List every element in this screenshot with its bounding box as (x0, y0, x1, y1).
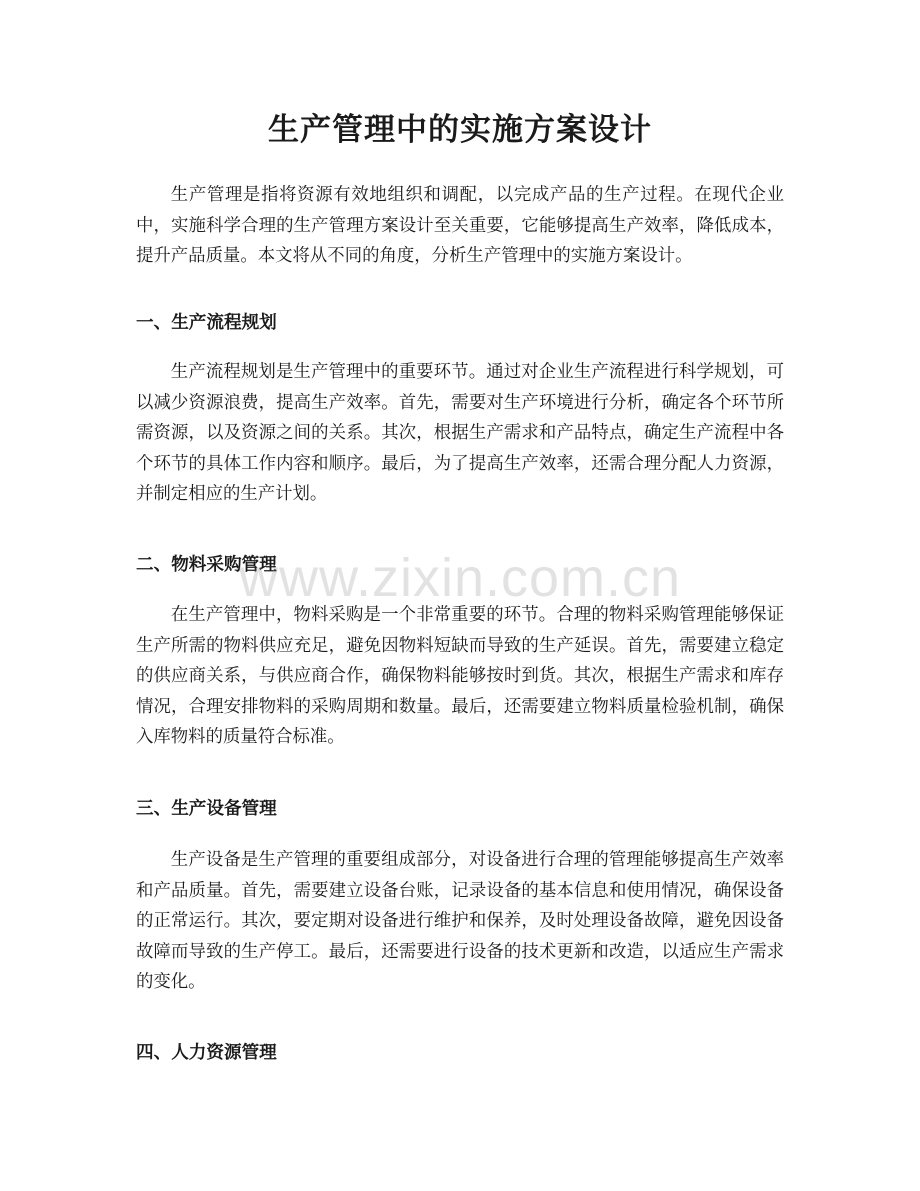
section-body-equipment-management: 生产设备是生产管理的重要组成部分，对设备进行合理的管理能够提高生产效率和产品质量。首先，需要建立设备台账，记录设备的基本信息和使用情况，确保设备的正常运行。其次，要定期对设备进行维护和保养，及时处理设备故障，避免因设备故障而导致的生产停工。最后，还需要进行设备的技术更新和改造，以适应生产需求的变化。 (136, 850, 784, 992)
watermark: www.zixin.com.cn (238, 548, 682, 608)
intro-paragraph: 生产管理是指将资源有效地组织和调配，以完成产品的生产过程。在现代企业中，实施科学合理的生产管理方案设计至关重要，它能够提高生产效率，降低成本，提升产品质量。本文将从不同的角度，分析生产管理中的实施方案设计。 (136, 185, 784, 266)
section-heading-human-resources: 四、人力资源管理 (136, 1043, 277, 1063)
section-heading-material-procurement: 二、物料采购管理 (136, 555, 277, 575)
section-body-material-procurement: 在生产管理中，物料采购是一个非常重要的环节。合理的物料采购管理能够保证生产所需的物料供应充足，避免因物料短缺而导致的生产延误。首先，需要建立稳定的供应商关系，与供应商合作，确保物料能够按时到货。其次，根据生产需求和库存情况，合理安排物料的采购周期和数量。最后，还需要建立物料质量检验机制，确保入库物料的质量符合标准。 (136, 605, 784, 747)
document-title: 生产管理中的实施方案设计 (268, 112, 652, 148)
section-heading-production-flow: 一、生产流程规划 (136, 313, 277, 333)
section-body-production-flow: 生产流程规划是生产管理中的重要环节。通过对企业生产流程进行科学规划，可以减少资源浪费，提高生产效率。首先，需要对生产环境进行分析，确定各个环节所需资源，以及资源之间的关系。其次，根据生产需求和产品特点，确定生产流程中各个环节的具体工作内容和顺序。最后，为了提高生产效率，还需合理分配人力资源，并制定相应的生产计划。 (136, 362, 784, 504)
section-heading-equipment-management: 三、生产设备管理 (136, 799, 277, 819)
